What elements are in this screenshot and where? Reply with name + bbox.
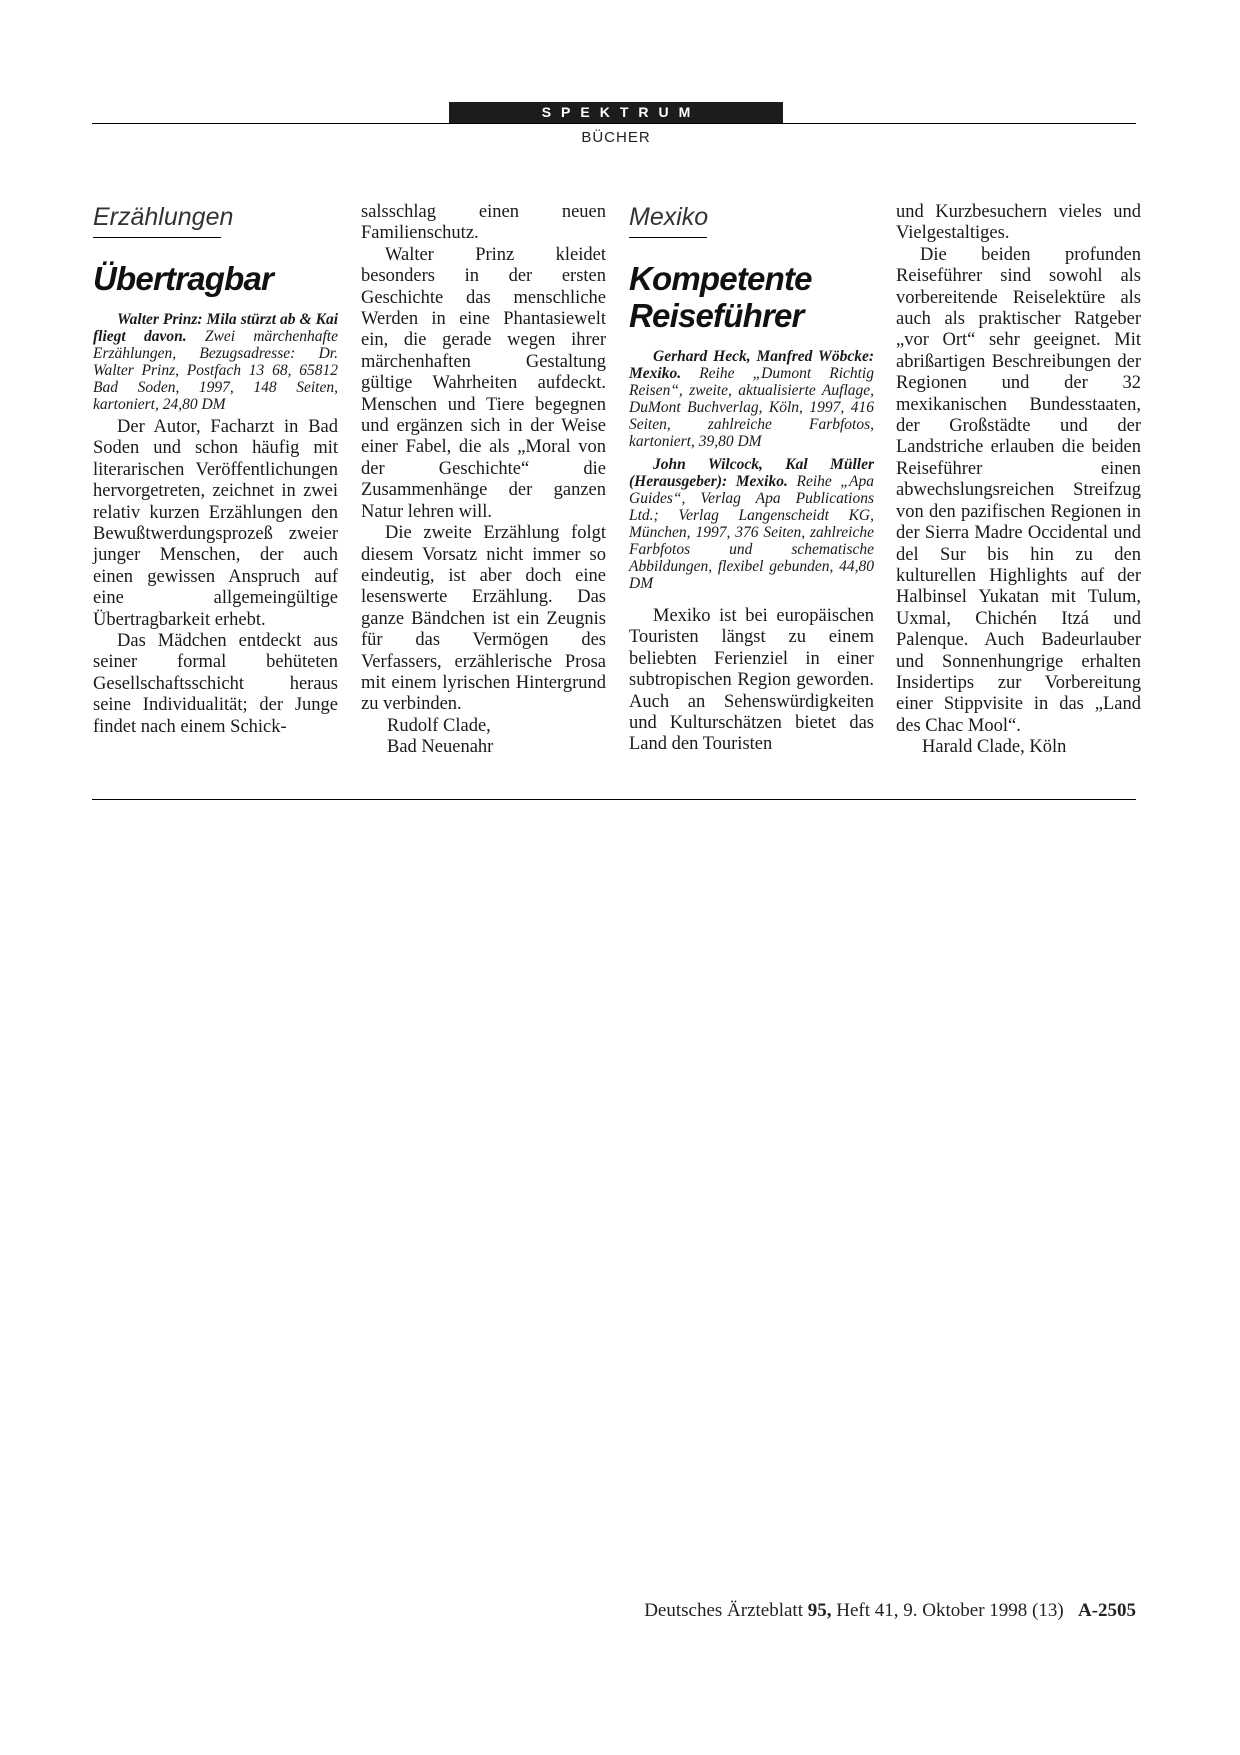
bib-details: Reihe „Apa Guides“, Verlag Apa Publications Ltd.; Verlag Langenscheidt KG, München, 1997, 376 Seiten, zahlreiche Farbfotos und schematische Abbildungen, flexibel gebunden, 44,80 DM bbox=[629, 473, 874, 592]
column-1 bbox=[93, 202, 338, 738]
article1-paragraph: Das Mädchen entdeckt aus seiner formal behüteten Gesellschaftsschicht heraus seine Individualität; der Junge findet nach einem Schick- bbox=[93, 631, 338, 737]
column-4 bbox=[896, 202, 1141, 759]
page-number: A-2505 bbox=[1077, 1600, 1136, 1621]
article2-paragraph: Die beiden profunden Reiseführer sind sowohl als vorbereitende Reiselektüre als auch als praktischer Ratgeber „vor Ort“ sehr geeignet. Mit abrißartigen Beschreibungen der Regionen und der 32 mexikanischen Bundesstaaten, der Großstädte und der Landstriche erlauben die beiden Reiseführer einen abwechslungsreichen Streifzug von den pazifischen Regionen in der Sierra Madre Occidental und del Sur bis hin zu den kulturellen Highlights auf der Halbinsel Yukatan mit Tulum, Uxmal, Chichén Itzá und Palenque. Auch Badeurlauber und Sonnenhungrige erhalten Insidertips zur Vorbereitung einer Stippvisite in das „Land des Chac Mool“. bbox=[896, 244, 1141, 736]
bib-title: Gerhard Heck, Manfred Wöbcke: Mexiko. bbox=[629, 348, 874, 382]
article1-bibliography bbox=[93, 311, 338, 413]
author-signature-name: Rudolf Clade, bbox=[387, 715, 491, 736]
bib-title: Walter Prinz: Mila stürzt ab & Kai fliegt davon. bbox=[93, 311, 338, 345]
article2-paragraph: Mexiko ist bei europäischen Touristen längst zu einem beliebten Ferienziel in einer subtropischen Region geworden. Auch an Sehenswürdigkeiten und Kulturschätzen bietet das Land den Touristen bbox=[629, 606, 874, 755]
section-banner: SPEKTRUM bbox=[449, 102, 783, 123]
kicker-rule bbox=[93, 237, 221, 238]
journal-issue: Heft 41, 9. Oktober 1998 (13) bbox=[831, 1600, 1064, 1621]
bib-title: John Wilcock, Kal Müller (Herausgeber): Mexiko. bbox=[629, 456, 874, 490]
article1-paragraph: salsschlag einen neuen Familienschutz. bbox=[361, 202, 606, 244]
column-2 bbox=[361, 202, 606, 759]
article1-paragraph: Walter Prinz kleidet besonders in der ersten Geschichte das menschliche Werden in eine Phantasiewelt ein, die gerade wegen ihrer märchenhaften Gestaltung gültige Wahrheiten aufdeckt. Menschen und Tiere begegnen und ergänzen sich in der Weise einer Fabel, die als „Moral von der Geschichte“ die Zusammenhänge der ganzen Natur lehren will. bbox=[361, 244, 606, 522]
header-rule bbox=[92, 123, 1136, 124]
journal-volume: 95, bbox=[807, 1600, 832, 1621]
article1-paragraph: Der Autor, Facharzt in Bad Soden und schon häufig mit literarischen Veröffentlichungen hervorgetreten, zeichnet in zwei relativ kurzen Erzählungen den Bewußtwerdungsprozeß zweier junger Menschen, der auch einen gewissen Anspruch auf eine allgemeingültige Übertragbarkeit erhebt. bbox=[93, 417, 338, 630]
page-footer bbox=[560, 1600, 1136, 1622]
journal-name: Deutsches Ärzteblatt bbox=[644, 1600, 808, 1621]
article2-headline: Kompetente Reiseführer bbox=[629, 260, 812, 334]
subsection-label: BÜCHER bbox=[581, 129, 651, 146]
article1-headline: Übertragbar bbox=[93, 260, 274, 297]
article2-paragraph: und Kurzbesuchern vieles und Vielgestaltiges. bbox=[896, 202, 1141, 244]
column-3 bbox=[629, 202, 874, 756]
bib-details: Zwei märchenhafte Erzählungen, Bezugsadresse: Dr. Walter Prinz, Postfach 13 68, 65812 Bad Soden, 1997, 148 Seiten, kartoniert, 24,80 DM bbox=[93, 328, 338, 413]
bottom-rule bbox=[92, 799, 1136, 800]
author-signature-place: Bad Neuenahr bbox=[387, 737, 494, 758]
article2-bibliography-1 bbox=[629, 348, 874, 450]
bib-details: Reihe „Dumont Richtig Reisen“, zweite, aktualisierte Auflage, DuMont Buchverlag, Köln, 1997, 416 Seiten, zahlreiche Farbfotos, kartoniert, 39,80 DM bbox=[629, 365, 874, 450]
article1-kicker: Erzählungen bbox=[93, 203, 234, 231]
article1-paragraph: Die zweite Erzählung folgt diesem Vorsatz nicht immer so eindeutig, ist aber doch eine lesenswerte Erzählung. Das ganze Bändchen ist ein Zeugnis für das Vermögen des Verfassers, erzählerische Prosa mit einem lyrischen Hintergrund zu verbinden. bbox=[361, 523, 606, 715]
kicker-rule bbox=[629, 237, 707, 238]
author-signature: Harald Clade, Köln bbox=[922, 737, 1067, 758]
article2-bibliography-2 bbox=[629, 456, 874, 592]
article2-kicker: Mexiko bbox=[629, 203, 709, 231]
